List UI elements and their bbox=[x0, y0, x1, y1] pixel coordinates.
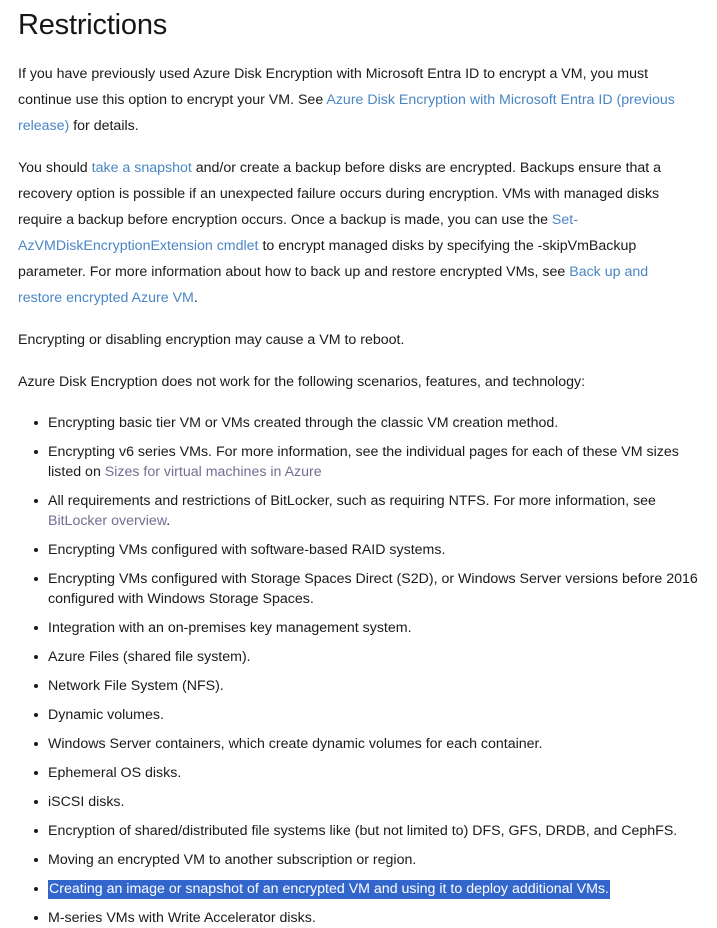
link-v6-series-vms[interactable]: Sizes for virtual machines in Azure bbox=[104, 463, 322, 480]
list-item-label: Encrypting basic tier VM or VMs created through the classic VM creation method. bbox=[48, 414, 559, 431]
list-item bbox=[18, 413, 699, 433]
list-item bbox=[18, 821, 699, 841]
list-item bbox=[18, 491, 699, 531]
list-item bbox=[18, 734, 699, 754]
list-item bbox=[18, 569, 699, 609]
list-item bbox=[18, 879, 699, 899]
paragraph-text: . bbox=[193, 289, 198, 306]
list-item-label: Ephemeral OS disks. bbox=[48, 764, 182, 781]
list-item-label: Dynamic volumes. bbox=[48, 706, 164, 723]
paragraph-text: If you have previously used Azure Disk Encryption with Microsoft Entra ID to encrypt a VM, you must continue use this option to encrypt your VM. See bbox=[18, 65, 649, 108]
list-item-label: M-series VMs with Write Accelerator disks. bbox=[48, 909, 316, 926]
list-item-label: Integration with an on-premises key management system. bbox=[48, 619, 412, 636]
link-azure-disk-encryption-entra-id-previous-release[interactable]: Azure Disk Encryption with Microsoft Entra ID (previous release) bbox=[18, 91, 675, 134]
link-set-azvmdiskencryptionextension-cmdlet[interactable]: Set-AzVMDiskEncryptionExtension cmdlet bbox=[18, 211, 578, 254]
paragraph-text: to encrypt managed disks by specifying the -skipVmBackup parameter. For more information about how to back up and restore encrypted VMs, see bbox=[18, 237, 637, 280]
list-item-label: Encrypting VMs configured with software-based RAID systems. bbox=[48, 541, 446, 558]
list-item bbox=[18, 618, 699, 638]
restrictions-list bbox=[18, 413, 699, 928]
paragraph-text: You should bbox=[18, 159, 92, 176]
link-bitlocker-requirements[interactable]: BitLocker overview bbox=[48, 512, 167, 529]
list-item-label: All requirements and restrictions of BitLocker, such as requiring NTFS. For more information, see bbox=[48, 492, 656, 509]
paragraph-text: for details. bbox=[69, 117, 139, 134]
list-item bbox=[18, 792, 699, 812]
list-item bbox=[18, 676, 699, 696]
link-take-a-snapshot[interactable]: take a snapshot bbox=[91, 159, 192, 176]
paragraph-reboot-notice: Encrypting or disabling encryption may cause a VM to reboot. bbox=[18, 331, 405, 348]
list-item bbox=[18, 442, 699, 482]
document-content bbox=[0, 8, 717, 928]
selected-text-highlight: Creating an image or snapshot of an encrypted VM and using it to deploy additional VMs. bbox=[49, 880, 609, 897]
paragraph-entra-id-requirement bbox=[18, 61, 686, 139]
list-item bbox=[18, 540, 699, 560]
list-item bbox=[18, 850, 699, 870]
list-item-label: Azure Files (shared file system). bbox=[48, 648, 251, 665]
list-item-label-tail: . bbox=[166, 512, 171, 529]
paragraph-text: and/or create a backup before disks are encrypted. Backups ensure that a recovery option is possible if an unexpected failure occurs during encryption. VMs with managed disks require a backup before encryption occurs. Once a backup is made, you can use the bbox=[18, 159, 662, 228]
list-item-label: Moving an encrypted VM to another subscription or region. bbox=[48, 851, 417, 868]
list-item bbox=[18, 763, 699, 783]
link-back-up-and-restore-encrypted-azure-vm[interactable]: Back up and restore encrypted Azure VM bbox=[18, 263, 649, 306]
list-item-label: iSCSI disks. bbox=[48, 793, 125, 810]
page-title: Restrictions bbox=[18, 9, 168, 41]
list-item-label: Encryption of shared/distributed file systems like (but not limited to) DFS, GFS, DRDB, and CephFS. bbox=[48, 822, 678, 839]
list-item-label: Encrypting v6 series VMs. For more information, see the individual pages for each of these VM sizes listed on bbox=[48, 443, 679, 480]
list-item-label: Windows Server containers, which create dynamic volumes for each container. bbox=[48, 735, 543, 752]
list-item bbox=[18, 705, 699, 725]
paragraph-unsupported-intro: Azure Disk Encryption does not work for the following scenarios, features, and technology: bbox=[18, 373, 586, 390]
paragraph-backup-guidance bbox=[18, 155, 686, 311]
list-item-label: Network File System (NFS). bbox=[48, 677, 224, 694]
list-item-label: Encrypting VMs configured with Storage Spaces Direct (S2D), or Windows Server versions before 2016 configured with Windows Storage Spaces. bbox=[48, 570, 698, 607]
list-item bbox=[18, 647, 699, 667]
list-item bbox=[18, 908, 699, 928]
